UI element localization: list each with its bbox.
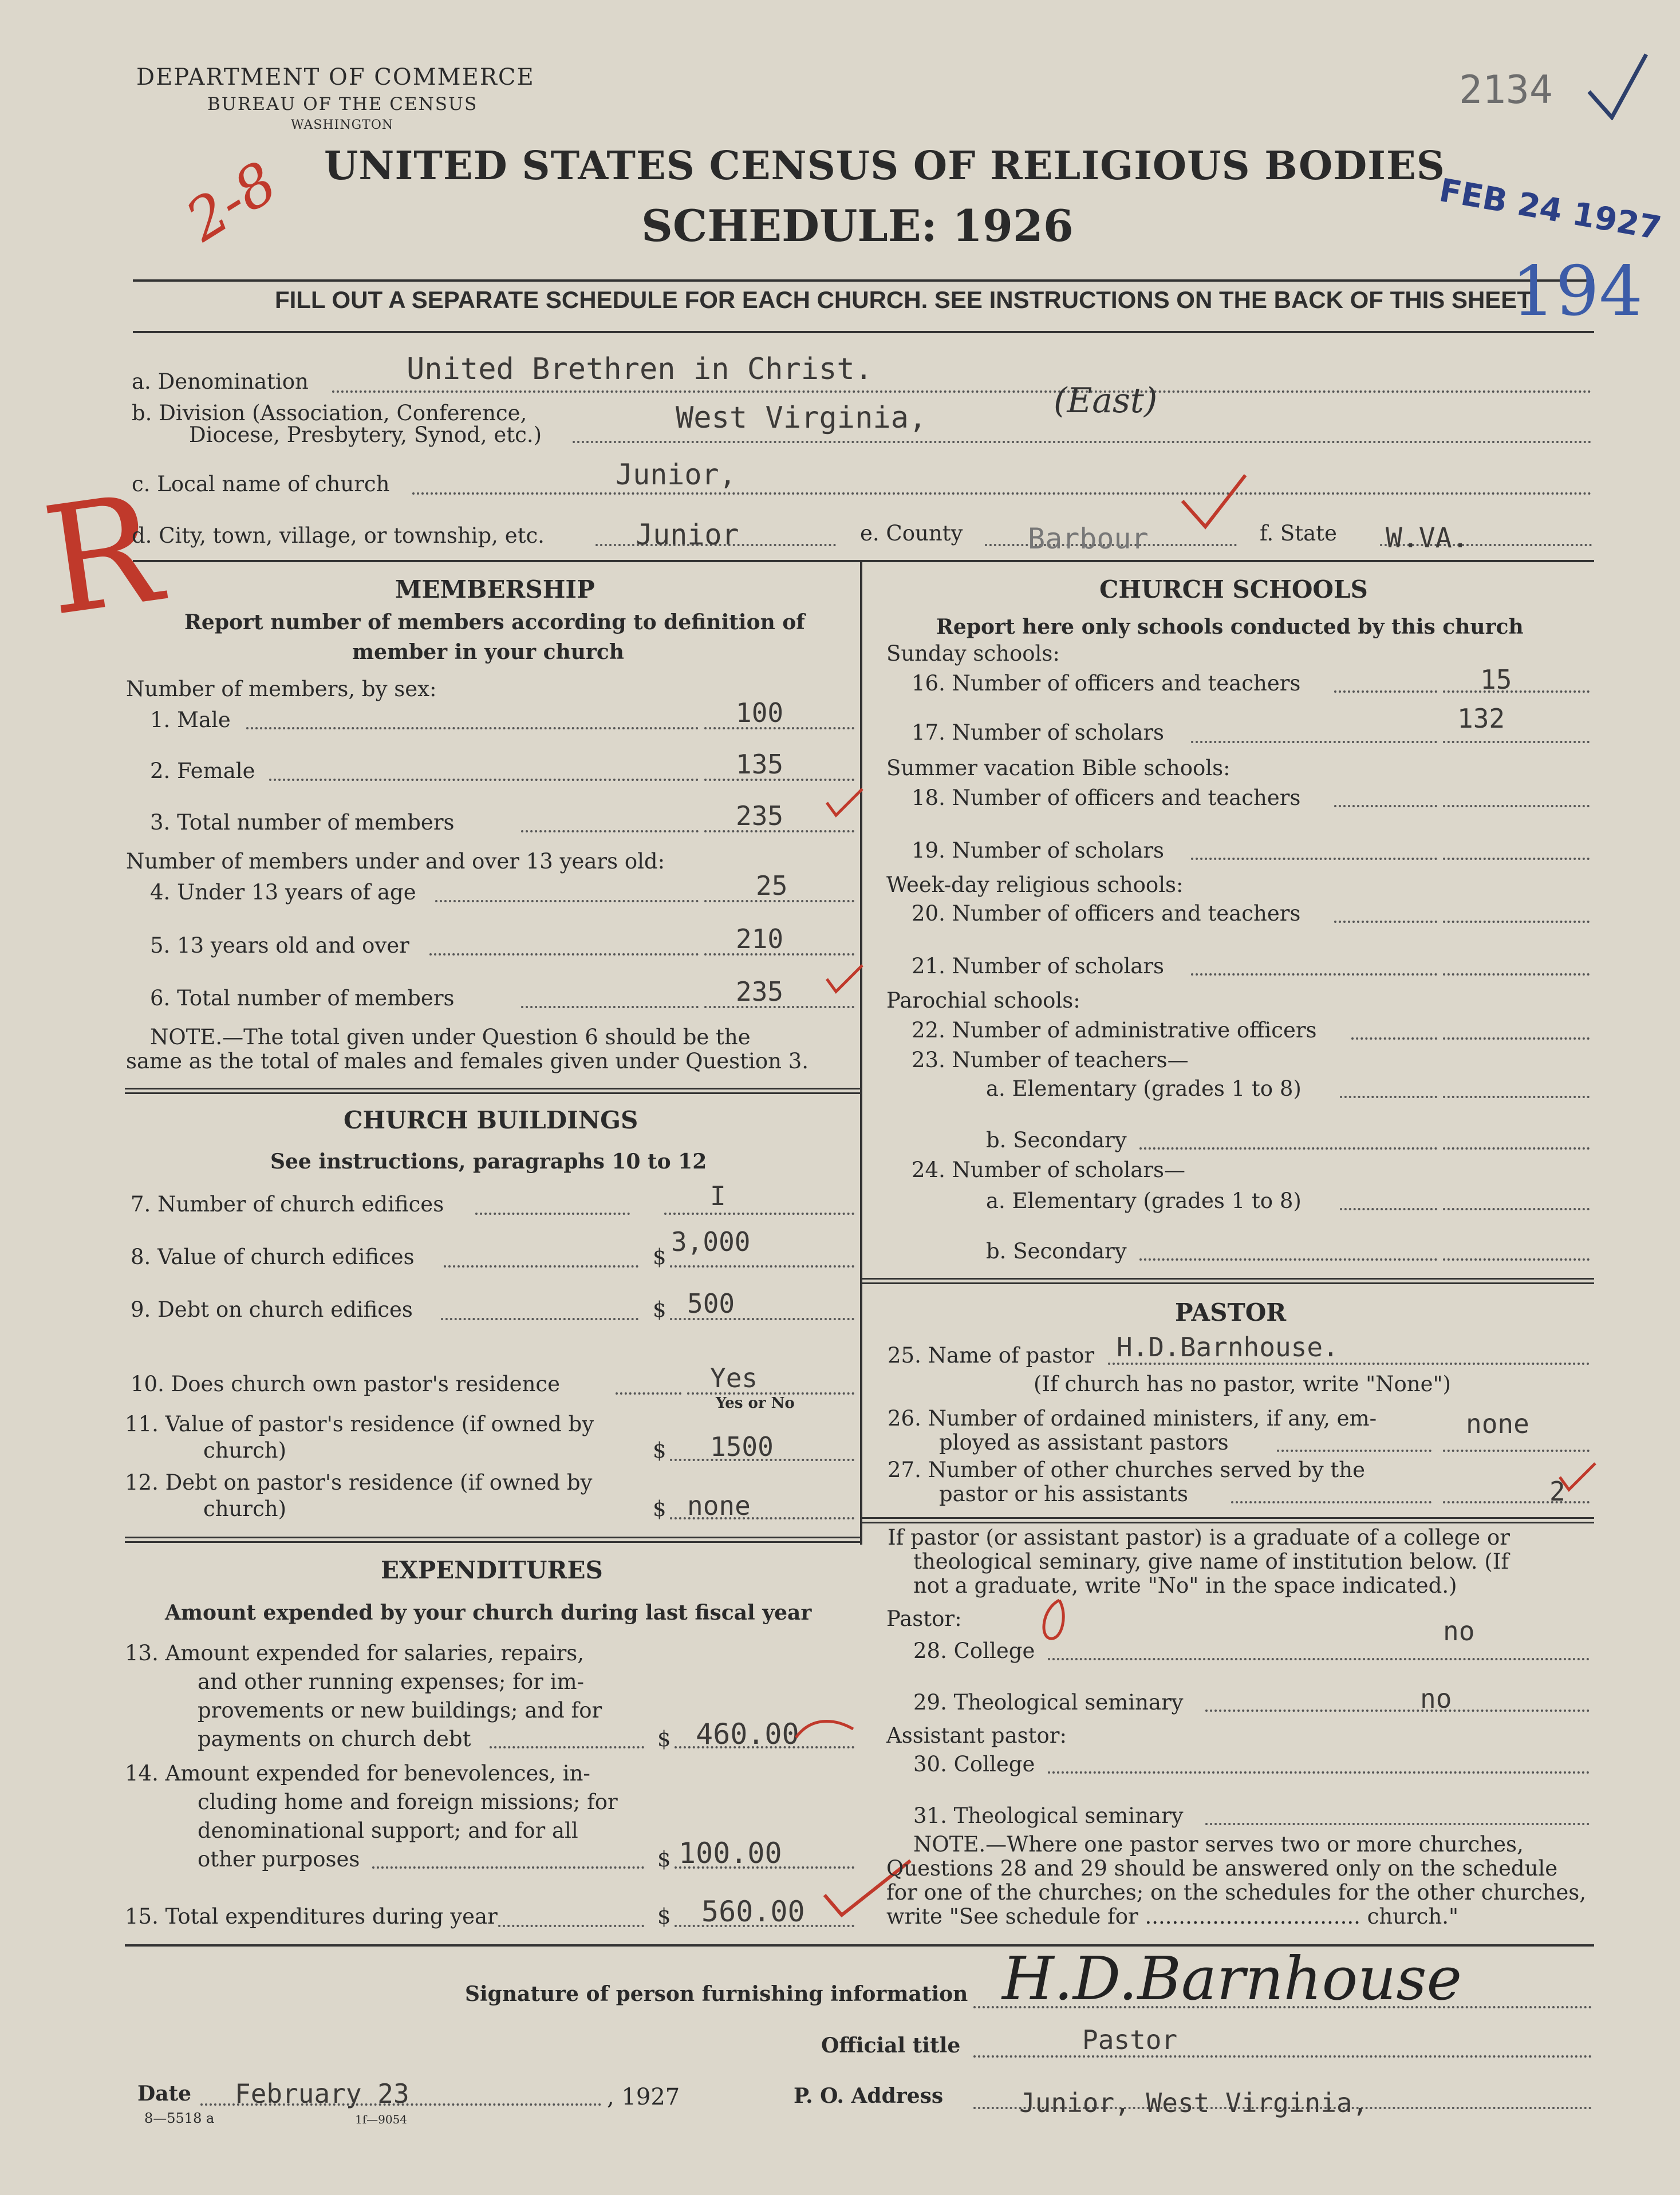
q27-check-icon [1557,1460,1598,1494]
q17-label: 17. Number of scholars [912,720,1165,745]
schools-rule-b [860,1282,1594,1284]
pastor-note-4: write "See schedule for ................................ church." [886,1904,1459,1929]
q19-dots [1191,858,1437,860]
check-mark-icon [1586,52,1649,120]
q23b-dots [1139,1147,1437,1150]
form-title: UNITED STATES CENSUS OF RELIGIOUS BODIES [324,143,1445,189]
state-value: W.VA. [1386,522,1469,554]
q13-label-1: 13. Amount expended for salaries, repairs, [125,1641,585,1665]
q12-value: none [687,1490,751,1521]
q20-answer-line [1443,921,1590,923]
pastor-note-2: Questions 28 and 29 should be answered only on the schedule [886,1856,1558,1881]
assistant-pastor-label: Assistant pastor: [886,1723,1067,1748]
q8-label: 8. Value of church edifices [131,1245,415,1269]
membership-note-2: same as the total of males and females given under Question 3. [126,1049,809,1073]
q11-label-1: 11. Value of pastor's residence (if owned by [125,1412,594,1436]
q21-answer-line [1443,973,1590,976]
identity-rule [133,560,1594,562]
q5-dots [429,953,699,956]
denomination-line [332,390,1592,393]
q26-dots [1277,1450,1431,1452]
q18-dots [1334,805,1437,807]
q6-dots [521,1006,699,1008]
q31-label: 31. Theological seminary [913,1803,1184,1828]
q15-label: 15. Total expenditures during year [125,1904,498,1929]
q25-hint: (If church has no pastor, write "None") [1034,1372,1451,1396]
q3-value: 235 [736,800,784,831]
q12-label-1: 12. Debt on pastor's residence (if owned by [125,1470,593,1495]
red-mark-2-8: 2-8 [175,148,289,255]
denomination-label: a. Denomination [132,369,309,394]
membership-intro-2: member in your church [352,640,624,664]
q10-label: 10. Does church own pastor's residence [131,1372,561,1396]
q29-label: 29. Theological seminary [913,1690,1184,1715]
q11-value: 1500 [710,1431,774,1462]
date-value: February 23 [235,2078,409,2109]
q23b-label: b. Secondary [986,1128,1127,1152]
q12-dollar: $ [653,1497,667,1521]
q22-label: 22. Number of administrative officers [912,1018,1317,1043]
q10-value: Yes [710,1363,758,1393]
membership-heading: MEMBERSHIP [395,575,595,603]
date-label: Date [137,2082,192,2106]
q13-value: 460.00 [696,1718,799,1751]
q8-dots [444,1265,638,1268]
q1-value: 100 [736,697,784,728]
q5-label: 5. 13 years old and over [150,933,409,958]
q3-check-icon [825,785,865,820]
q11-dollar: $ [653,1438,667,1463]
q17-dots [1191,741,1437,743]
q8-dollar: $ [653,1245,667,1269]
graduate-instruction-3: not a graduate, write "No" in the space indicated.) [913,1573,1457,1598]
summer-schools-label: Summer vacation Bible schools: [886,756,1231,780]
q28-value: no [1443,1616,1475,1647]
q3-label: 3. Total number of members [150,810,455,835]
city-label: d. City, town, village, or township, etc. [132,523,545,548]
q2-dots [269,779,699,781]
local-name-value: Junior, [616,458,736,491]
q26-answer-line [1443,1450,1590,1452]
q9-dots [441,1318,638,1320]
q22-answer-line [1443,1037,1590,1040]
q27-answer-line [1443,1501,1590,1503]
q23-label: 23. Number of teachers— [912,1048,1189,1072]
pastor-heading: PASTOR [1175,1298,1287,1327]
header-rule-bottom [133,331,1594,333]
q29-answer-line [1205,1710,1590,1712]
q6-check-icon [825,962,865,996]
q4-dots [435,900,699,902]
q23a-answer-line [1443,1096,1590,1098]
q19-label: 19. Number of scholars [912,838,1165,863]
pastor-red-mark [1036,1597,1071,1643]
q2-label: 2. Female [150,759,255,783]
q14-dots [372,1866,644,1869]
q14-label-1: 14. Amount expended for benevolences, in- [125,1761,590,1786]
division-line [573,441,1592,443]
q14-label-2: cluding home and foreign missions; for [198,1790,618,1814]
q27-label-1: 27. Number of other churches served by the [888,1458,1365,1482]
q19-answer-line [1443,858,1590,860]
official-title-value: Pastor [1082,2024,1178,2055]
q2-value: 135 [736,749,784,780]
q24b-label: b. Secondary [986,1239,1127,1264]
q23b-answer-line [1443,1147,1590,1150]
print-number: 1f—9054 [355,2113,408,2126]
q4-value: 25 [756,870,788,901]
membership-note-1: NOTE.—The total given under Question 6 should be the [150,1025,751,1049]
buildings-rule-b [125,1541,860,1543]
county-value: Barbour [1028,522,1149,555]
q7-dots [475,1213,630,1215]
q8-value: 3,000 [671,1226,751,1257]
buildings-intro: See instructions, paragraphs 10 to 12 [270,1150,707,1174]
column-divider [860,560,862,1545]
q13-dots [490,1746,644,1748]
q24a-answer-line [1443,1208,1590,1210]
red-letter-r: R [34,462,169,650]
weekday-schools-label: Week-day religious schools: [886,873,1184,897]
graduate-instruction-2: theological seminary, give name of institution below. (If [913,1549,1509,1574]
q15-value: 560.00 [701,1895,805,1928]
q26-label-1: 26. Number of ordained ministers, if any, em- [888,1406,1377,1431]
q20-label: 20. Number of officers and teachers [912,901,1301,926]
expenditures-intro: Amount expended by your church during last fiscal year [165,1601,812,1625]
graduate-instruction-1: If pastor (or assistant pastor) is a graduate of a college or [888,1525,1510,1550]
q18-answer-line [1443,805,1590,807]
q27-dots [1231,1501,1431,1503]
signature: H.D.Barnhouse [1002,1944,1462,2014]
bureau-name: BUREAU OF THE CENSUS [207,94,478,115]
q15-dollar: $ [657,1904,671,1929]
q27-label-2: pastor or his assistants [939,1482,1188,1506]
sunday-schools-label: Sunday schools: [886,641,1060,666]
q14-label-3: denominational support; and for all [198,1818,578,1843]
expenditures-heading: EXPENDITURES [381,1556,603,1584]
q14-dollar: $ [657,1847,671,1872]
q13-dollar: $ [657,1727,671,1751]
q25-label: 25. Name of pastor [888,1343,1095,1368]
county-label: e. County [860,521,963,546]
q10-hint: Yes or No [716,1395,795,1412]
q26-label-2: ployed as assistant pastors [939,1430,1229,1455]
schools-intro: Report here only schools conducted by this church [936,615,1524,639]
official-title-line [973,2055,1592,2058]
date-year: , 1927 [607,2084,680,2110]
denomination-value: United Brethren in Christ. [407,352,873,386]
pastor-note-1: NOTE.—Where one pastor serves two or more churches, [913,1832,1524,1857]
q13-strike-mark [793,1712,856,1746]
official-title-label: Official title [821,2034,961,2058]
q9-dollar: $ [653,1297,667,1322]
buildings-rule-a [125,1537,860,1538]
q31-answer-line [1205,1823,1590,1825]
q24b-dots [1139,1258,1437,1261]
q25-answer-line [1108,1363,1590,1365]
members-by-sex-label: Number of members, by sex: [126,677,437,701]
buildings-heading: CHURCH BUILDINGS [344,1106,638,1134]
q28-answer-line [1048,1658,1590,1660]
q5-value: 210 [736,923,784,954]
membership-rule-b [125,1092,860,1094]
pastor-subsection-label: Pastor: [886,1606,962,1631]
po-address-value: Junior, West Virginia, [1019,2087,1369,2118]
q26-value: none [1466,1408,1529,1439]
division-note: (East) [1054,381,1158,421]
q16-label: 16. Number of officers and teachers [912,671,1301,696]
q17-value: 132 [1457,703,1505,734]
pastor-note-3: for one of the churches; on the schedules for the other churches, [886,1880,1587,1905]
local-name-line [412,492,1592,495]
q14-label-4: other purposes [198,1847,360,1872]
q24b-answer-line [1443,1258,1590,1261]
q27-value: 2 [1549,1476,1565,1507]
q14-value: 100.00 [679,1837,782,1870]
q13-label-2: and other running expenses; for im- [198,1669,585,1694]
schools-rule-a [860,1278,1594,1280]
members-by-age-label: Number of members under and over 13 years old: [126,849,665,874]
q21-label: 21. Number of scholars [912,954,1165,978]
q9-label: 9. Debt on church edifices [131,1297,413,1322]
local-name-label: c. Local name of church [132,472,390,496]
q7-answer-line [664,1213,854,1215]
division-label-1: b. Division (Association, Conference, [132,401,527,425]
form-number: 8—5518 a [144,2110,215,2126]
q1-label: 1. Male [150,708,231,732]
q24-label: 24. Number of scholars— [912,1158,1186,1182]
q17-answer-line [1443,741,1590,743]
pastor-rule-a [860,1517,1594,1519]
q24a-label: a. Elementary (grades 1 to 8) [986,1189,1302,1213]
city-name: WASHINGTON [291,118,394,132]
po-address-label: P. O. Address [794,2084,944,2108]
q8-answer-line [670,1265,854,1268]
q30-label: 30. College [913,1752,1035,1776]
file-number-stamp: 2134 [1459,68,1553,113]
q20-dots [1334,921,1437,923]
county-check-icon [1180,469,1248,532]
q10-dots [616,1392,681,1395]
q6-label: 6. Total number of members [150,986,455,1010]
q12-label-2: church) [203,1497,287,1521]
q30-answer-line [1048,1771,1590,1774]
q11-label-2: church) [203,1438,287,1463]
division-label-2: Diocese, Presbytery, Synod, etc.) [189,423,542,447]
q7-label: 7. Number of church edifices [131,1192,444,1217]
parochial-schools-label: Parochial schools: [886,988,1080,1013]
q23a-dots [1340,1096,1437,1098]
q3-dots [521,830,699,832]
department-name: DEPARTMENT OF COMMERCE [136,64,535,90]
city-value: Junior [636,518,739,551]
state-label: f. State [1260,521,1337,546]
schools-heading: CHURCH SCHOOLS [1099,575,1368,603]
signature-label: Signature of person furnishing information [465,1982,968,2006]
received-date-stamp: FEB 24 1927 [1436,172,1665,248]
q16-answer-line [1443,690,1590,693]
q21-dots [1191,973,1437,976]
q6-value: 235 [736,976,784,1007]
q18-label: 18. Number of officers and teachers [912,785,1301,810]
division-value: West Virginia, [676,401,927,435]
q25-value: H.D.Barnhouse. [1117,1332,1339,1363]
q22-dots [1351,1037,1437,1040]
q23a-label: a. Elementary (grades 1 to 8) [986,1076,1302,1101]
q4-label: 4. Under 13 years of age [150,880,416,905]
blue-number-mark: 194 [1512,252,1643,331]
q16-value: 15 [1480,664,1512,695]
q13-label-4: payments on church debt [198,1727,471,1751]
header-rule-top [133,279,1594,282]
q28-label: 28. College [913,1639,1035,1663]
q24a-dots [1340,1208,1437,1210]
membership-rule-a [125,1088,860,1089]
q9-value: 500 [687,1288,735,1319]
q16-dots [1334,690,1437,693]
membership-intro-1: Report number of members according to definition of [184,610,805,634]
q1-dots [246,727,699,729]
q15-dots [498,1925,644,1927]
q29-value: no [1420,1683,1452,1714]
separate-schedule-instruction: FILL OUT A SEPARATE SCHEDULE FOR EACH CHURCH. SEE INSTRUCTIONS ON THE BACK OF THIS SHEET [275,286,1532,313]
q7-value: I [710,1181,726,1211]
pastor-rule-b [860,1522,1594,1523]
schedule-year: SCHEDULE: 1926 [641,200,1074,251]
q13-label-3: provements or new buildings; and for [198,1698,602,1723]
